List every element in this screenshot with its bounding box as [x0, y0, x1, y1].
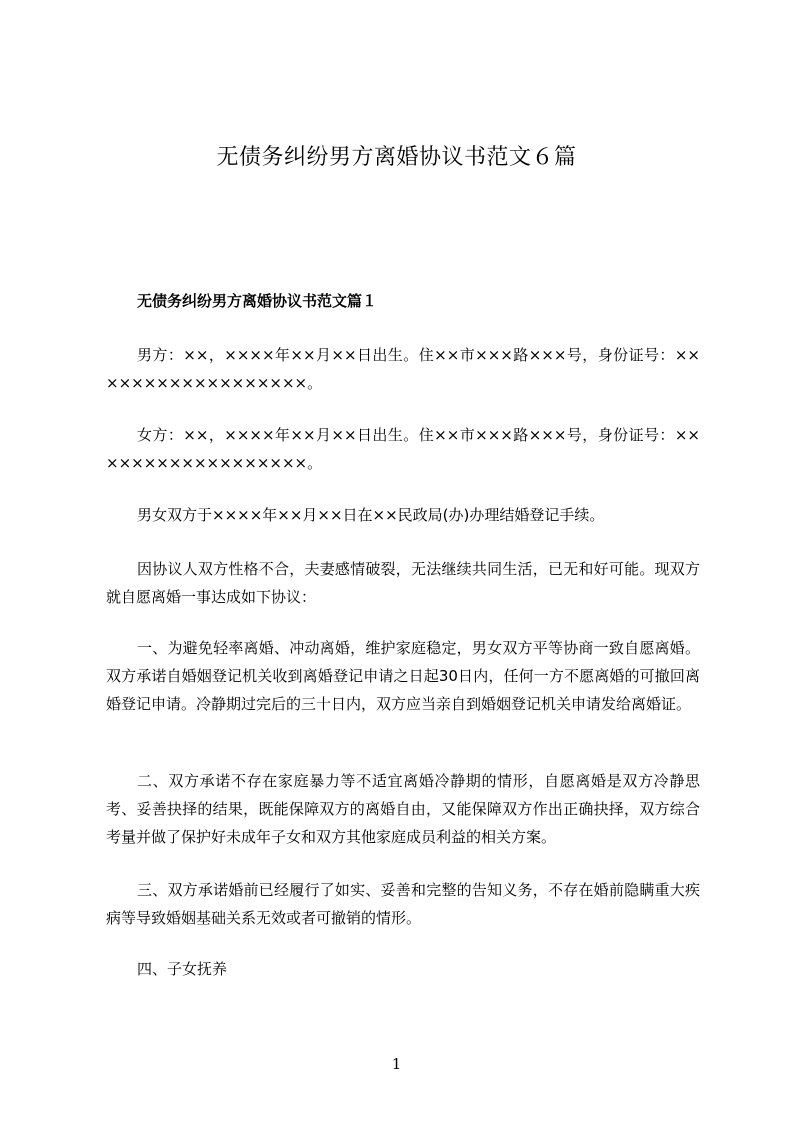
section-heading: 无债务纠纷男方离婚协议书范文篇１ [137, 292, 378, 310]
paragraph-male-party: 男方：××，××××年××月××日出生。住××市×××路×××号，身份证号：××××××××××××××××××。 [106, 346, 700, 392]
paragraph-clause-2: 二、双方承诺不存在家庭暴力等不适宜离婚冷静期的情形，自愿离婚是双方冷静思考、妥善抉择的结果，既能保障双方的离婚自由，又能保障双方作出正确抉择，双方综合考量并做了保护好未成年子女和双方其他家庭成员利益的相关方案。 [106, 772, 700, 846]
document-title: 无债务纠纷男方离婚协议书范文６篇 [216, 145, 577, 170]
paragraph-clause-4-heading: 四、子女抚养 [137, 960, 228, 978]
paragraph-female-party: 女方：××，××××年××月××日出生。住××市×××路×××号，身份证号：××××××××××××××××××。 [106, 426, 700, 472]
paragraph-divorce-reason: 因协议人双方性格不合，夫妻感情破裂，无法继续共同生活，已无和好可能。现双方就自愿离婚一事达成如下协议： [106, 560, 700, 606]
page-number: 1 [391, 1055, 402, 1073]
paragraph-marriage-registration: 男女双方于××××年××月××日在××民政局(办)办理结婚登记手续。 [137, 506, 605, 524]
paragraph-clause-3: 三、双方承诺婚前已经履行了如实、妥善和完整的告知义务，不存在婚前隐瞒重大疾病等导致婚姻基础关系无效或者可撤销的情形。 [106, 881, 700, 927]
paragraph-clause-1: 一、为避免轻率离婚、冲动离婚，维护家庭稳定，男女双方平等协商一致自愿离婚。双方承诺自婚姻登记机关收到离婚登记申请之日起30日内，任何一方不愿离婚的可撤回离婚登记申请。冷静期过完后的三十日内，双方应当亲自到婚姻登记机关申请发给离婚证。 [106, 639, 700, 713]
